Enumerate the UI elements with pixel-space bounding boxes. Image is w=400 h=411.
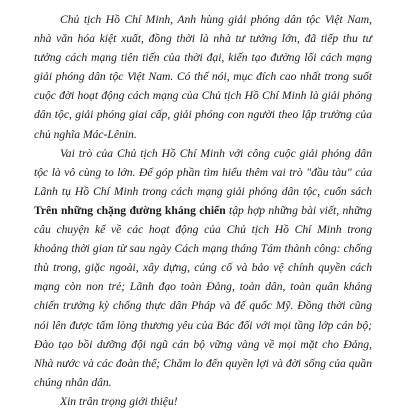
- paragraph-book-description-end: tập hợp những bài viết, những câu chuyện kể về các hoạt động của Chủ tịch Hồ Chí Minh trong khoảng thời gian từ sau ngày Cách mạng tháng Tám thành công: chống thù trong, giặc ngoài, xây dựng, củng cố và bảo vệ chính quyền cách mạng còn non trẻ; Lãnh đạo toàn Đảng, toàn dân, toàn quân kháng chiến trường kỳ chống thực dân Pháp và đế quốc Mỹ. Đồng thời cũng nói lên được tấm lòng thương yêu của Bác đối với mọi tầng lớp cán bộ; Đào tạo bồi dưỡng đội ngũ cán bộ vững vàng về mọi mặt cho Đảng, Nhà nước và các đoàn thể; Chăm lo đến quyền lợi và đời sống của quần chúng nhân dân.: [34, 203, 372, 389]
- book-title: Trên những chặng đường kháng chiến: [34, 203, 226, 217]
- paragraph-book-description: [34, 144, 372, 392]
- document-body: [34, 10, 372, 411]
- closing-line: Xin trân trọng giới thiệu!: [60, 394, 178, 408]
- paragraph-intro: Chủ tịch Hồ Chí Minh, Anh hùng giải phóng dân tộc Việt Nam, nhà văn hóa kiệt xuất, đồng thời là nhà tư tưởng lớn, đã tiếp thu tư tưởng cách mạng tiên tiến của thời đại, kiến tạo đường lối cách mạng giải phóng dân tộc Việt Nam. Có thể nói, mục đích cao nhất trong suốt cuộc đời hoạt động cách mạng của Chủ tịch Hồ Chí Minh là giải phóng dân tộc, giải phóng giai cấp, giải phóng con người theo lập trường của chủ nghĩa Mác-Lênin.: [34, 13, 372, 141]
- paragraph-book-description-start: Vai trò của Chủ tịch Hồ Chí Minh với công cuộc giải phóng dân tộc là vô cùng to lớn. Để góp phần tìm hiểu thêm vai trò "đầu tàu" của Lãnh tụ Hồ Chí Minh trong cách mạng giải phóng dân tộc, cuốn sách: [34, 146, 372, 198]
